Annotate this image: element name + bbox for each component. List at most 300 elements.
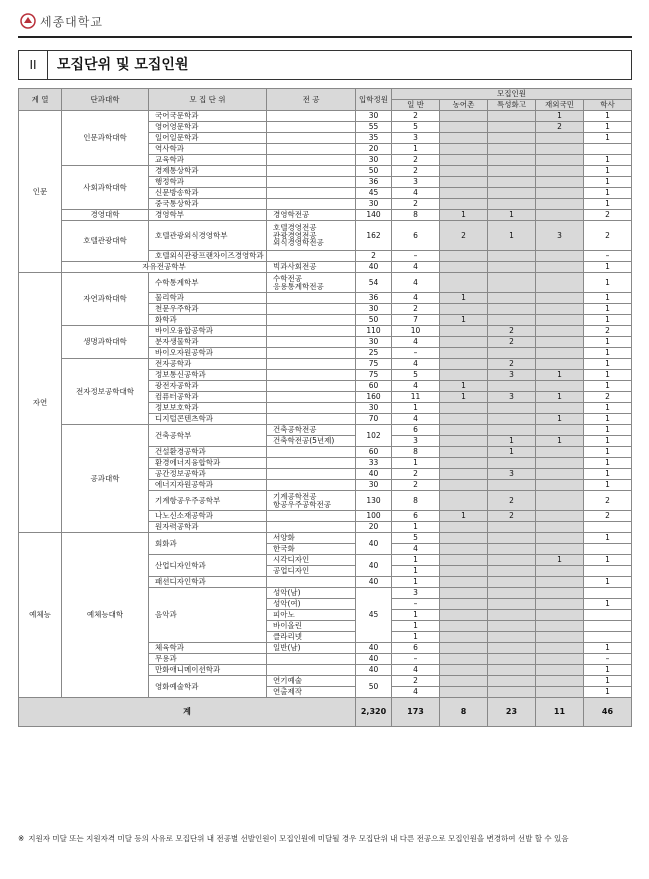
specialized-cell (488, 144, 536, 155)
bachelor-cell: 1 (584, 599, 632, 610)
general-cell: 4 (392, 188, 440, 199)
unit-cell: 컴퓨터공학과 (149, 392, 267, 403)
major-cell: 피아노 (267, 610, 356, 621)
bachelor-cell: 2 (584, 392, 632, 403)
total-farming: 8 (440, 698, 488, 727)
overseas-cell (536, 588, 584, 599)
general-cell: 1 (392, 403, 440, 414)
major-cell (267, 199, 356, 210)
overseas-cell (536, 326, 584, 337)
unit-cell: 건축공학부 (149, 425, 267, 447)
overseas-cell: 1 (536, 111, 584, 122)
bachelor-cell (584, 144, 632, 155)
farming-cell (440, 654, 488, 665)
farming-cell (440, 251, 488, 262)
specialized-cell (488, 188, 536, 199)
header-field: 계 열 (19, 89, 62, 111)
major-cell: 서양화 (267, 533, 356, 544)
specialized-cell (488, 348, 536, 359)
total-overseas: 11 (536, 698, 584, 727)
farming-cell (440, 133, 488, 144)
overseas-cell (536, 144, 584, 155)
overseas-cell: 1 (536, 370, 584, 381)
general-cell: 8 (392, 491, 440, 511)
general-cell: 1 (392, 522, 440, 533)
general-cell: 2 (392, 111, 440, 122)
farming-cell (440, 610, 488, 621)
specialized-cell (488, 544, 536, 555)
college-cell: 호텔관광대학 (62, 221, 149, 262)
college-cell: 사회과학대학 (62, 166, 149, 210)
farming-cell (440, 458, 488, 469)
quota-cell: 20 (356, 144, 392, 155)
farming-cell (440, 544, 488, 555)
university-name: 세종대학교 (40, 14, 103, 29)
farming-cell (440, 643, 488, 654)
header-general: 일 반 (392, 100, 440, 111)
table-row (19, 425, 632, 436)
unit-cell: 바이오융합공학과 (149, 326, 267, 337)
university-emblem-icon (20, 13, 36, 29)
farming-cell (440, 425, 488, 436)
general-cell: 4 (392, 687, 440, 698)
quota-cell: 75 (356, 359, 392, 370)
table-row (19, 273, 632, 293)
overseas-cell (536, 469, 584, 480)
major-cell: 호텔경영전공 관광경영전공 외식경영학전공 (267, 221, 356, 251)
quota-cell: 75 (356, 370, 392, 381)
farming-cell: 2 (440, 221, 488, 251)
overseas-cell (536, 348, 584, 359)
major-cell: 연출제작 (267, 687, 356, 698)
specialized-cell: 3 (488, 370, 536, 381)
farming-cell (440, 588, 488, 599)
general-cell: 4 (392, 544, 440, 555)
specialized-cell: 3 (488, 392, 536, 403)
general-cell: 1 (392, 566, 440, 577)
quota-cell: 35 (356, 133, 392, 144)
general-cell: 8 (392, 210, 440, 221)
overseas-cell (536, 654, 584, 665)
specialized-cell (488, 425, 536, 436)
unit-cell: 경제통상학과 (149, 166, 267, 177)
bachelor-cell: 1 (584, 199, 632, 210)
footnote (18, 832, 628, 845)
overseas-cell (536, 210, 584, 221)
farming-cell (440, 566, 488, 577)
bachelor-cell: – (584, 654, 632, 665)
unit-cell: 역사학과 (149, 144, 267, 155)
unit-cell: 바이오자원공학과 (149, 348, 267, 359)
major-cell (267, 315, 356, 326)
overseas-cell (536, 566, 584, 577)
major-cell (267, 381, 356, 392)
major-cell: 연기예술 (267, 676, 356, 687)
bachelor-cell (584, 544, 632, 555)
specialized-cell: 1 (488, 447, 536, 458)
general-cell: 6 (392, 221, 440, 251)
major-cell: 클라리넷 (267, 632, 356, 643)
general-cell: 3 (392, 588, 440, 599)
bachelor-cell: 1 (584, 262, 632, 273)
general-cell: 4 (392, 359, 440, 370)
general-cell: 6 (392, 511, 440, 522)
bachelor-cell: – (584, 251, 632, 262)
major-cell: 공업디자인 (267, 566, 356, 577)
farming-cell (440, 111, 488, 122)
unit-cell: 영화예술학과 (149, 676, 267, 698)
college-cell: 공과대학 (62, 425, 149, 533)
bachelor-cell (584, 588, 632, 599)
specialized-cell (488, 687, 536, 698)
overseas-cell: 1 (536, 436, 584, 447)
bachelor-cell: 1 (584, 304, 632, 315)
university-logo (20, 10, 103, 32)
unit-cell: 체육학과 (149, 643, 267, 654)
farming-cell: 1 (440, 511, 488, 522)
unit-cell: 전자공학과 (149, 359, 267, 370)
major-cell: 기계공학전공 항공우주공학전공 (267, 491, 356, 511)
table-row (19, 210, 632, 221)
farming-cell (440, 144, 488, 155)
major-cell (267, 326, 356, 337)
farming-cell: 1 (440, 315, 488, 326)
quota-cell: 40 (356, 654, 392, 665)
general-cell: 1 (392, 458, 440, 469)
general-cell: 4 (392, 337, 440, 348)
unit-cell: 중국통상학과 (149, 199, 267, 210)
major-cell (267, 251, 356, 262)
quota-cell: 40 (356, 262, 392, 273)
quota-cell: 40 (356, 643, 392, 654)
bachelor-cell: 1 (584, 447, 632, 458)
general-cell: 3 (392, 436, 440, 447)
general-cell: 4 (392, 665, 440, 676)
unit-cell: 환경에너지융합학과 (149, 458, 267, 469)
quota-cell: 54 (356, 273, 392, 293)
unit-cell: 광전자공학과 (149, 381, 267, 392)
quota-cell: 50 (356, 166, 392, 177)
overseas-cell (536, 599, 584, 610)
header-unit: 모 집 단 위 (149, 89, 267, 111)
quota-cell: 40 (356, 577, 392, 588)
quota-cell: 160 (356, 392, 392, 403)
major-cell: 건축공학전공 (267, 425, 356, 436)
field-cell: 인문 (19, 111, 62, 273)
major-cell (267, 469, 356, 480)
general-cell: 1 (392, 577, 440, 588)
overseas-cell (536, 544, 584, 555)
unit-cell: 패션디자인학과 (149, 577, 267, 588)
major-cell (267, 370, 356, 381)
major-cell (267, 111, 356, 122)
quota-cell: 20 (356, 522, 392, 533)
quota-cell: 2 (356, 251, 392, 262)
general-cell: 2 (392, 469, 440, 480)
major-cell (267, 337, 356, 348)
admission-quota-table (18, 88, 632, 727)
farming-cell (440, 533, 488, 544)
overseas-cell (536, 304, 584, 315)
header-specialized: 특성화고 (488, 100, 536, 111)
bachelor-cell: 1 (584, 188, 632, 199)
bachelor-cell: 1 (584, 293, 632, 304)
unit-cell: 기계항공우주공학부 (149, 491, 267, 511)
quota-cell: 162 (356, 221, 392, 251)
farming-cell (440, 199, 488, 210)
specialized-cell (488, 588, 536, 599)
unit-cell: 공간정보공학과 (149, 469, 267, 480)
unit-cell: 영어영문학과 (149, 122, 267, 133)
overseas-cell: 2 (536, 122, 584, 133)
bachelor-cell (584, 621, 632, 632)
bachelor-cell: 1 (584, 469, 632, 480)
farming-cell (440, 177, 488, 188)
table-row (19, 111, 632, 122)
college-cell: 자연과학대학 (62, 273, 149, 326)
major-cell (267, 511, 356, 522)
general-cell: 6 (392, 643, 440, 654)
general-cell: 4 (392, 381, 440, 392)
bachelor-cell (584, 632, 632, 643)
unit-cell: 음악과 (149, 588, 267, 643)
college-cell: 전자정보공학대학 (62, 359, 149, 425)
general-cell: 2 (392, 676, 440, 687)
bachelor-cell: 1 (584, 425, 632, 436)
bachelor-cell: 2 (584, 491, 632, 511)
quota-cell: 40 (356, 665, 392, 676)
farming-cell: 1 (440, 293, 488, 304)
general-cell: 2 (392, 480, 440, 491)
free-major-cell: 자유전공학부 (62, 262, 267, 273)
specialized-cell (488, 577, 536, 588)
general-cell: 2 (392, 166, 440, 177)
major-cell: 일반(남) (267, 643, 356, 654)
bachelor-cell (584, 522, 632, 533)
overseas-cell (536, 676, 584, 687)
specialized-cell: 2 (488, 337, 536, 348)
unit-cell: 천문우주학과 (149, 304, 267, 315)
farming-cell (440, 348, 488, 359)
specialized-cell (488, 414, 536, 425)
overseas-cell (536, 155, 584, 166)
specialized-cell: 2 (488, 511, 536, 522)
header-college: 단과대학 (62, 89, 149, 111)
farming-cell (440, 469, 488, 480)
quota-cell: 30 (356, 480, 392, 491)
major-cell (267, 577, 356, 588)
specialized-cell (488, 555, 536, 566)
general-cell: 4 (392, 262, 440, 273)
specialized-cell (488, 273, 536, 293)
bachelor-cell: 1 (584, 348, 632, 359)
major-cell: 건축학전공(5년제) (267, 436, 356, 447)
farming-cell (440, 273, 488, 293)
quota-cell: 110 (356, 326, 392, 337)
table-row (19, 359, 632, 370)
farming-cell (440, 599, 488, 610)
unit-cell: 정보보호학과 (149, 403, 267, 414)
specialized-cell (488, 665, 536, 676)
farming-cell (440, 632, 488, 643)
bachelor-cell: 1 (584, 480, 632, 491)
overseas-cell (536, 533, 584, 544)
specialized-cell (488, 381, 536, 392)
farming-cell (440, 403, 488, 414)
unit-cell: 만화애니메이션학과 (149, 665, 267, 676)
major-cell (267, 293, 356, 304)
farming-cell (440, 491, 488, 511)
quota-cell: 30 (356, 337, 392, 348)
specialized-cell: 2 (488, 491, 536, 511)
quota-cell: 36 (356, 177, 392, 188)
overseas-cell (536, 133, 584, 144)
specialized-cell (488, 599, 536, 610)
major-cell (267, 522, 356, 533)
major-cell: 빅과사회전공 (267, 262, 356, 273)
overseas-cell (536, 177, 584, 188)
farming-cell (440, 337, 488, 348)
quota-cell: 55 (356, 122, 392, 133)
table-row (19, 262, 632, 273)
college-cell: 경영대학 (62, 210, 149, 221)
unit-cell: 호텔외식관광프랜차이즈경영학과 (149, 251, 267, 262)
major-cell (267, 447, 356, 458)
specialized-cell (488, 166, 536, 177)
unit-cell: 에너지자원공학과 (149, 480, 267, 491)
specialized-cell (488, 654, 536, 665)
farming-cell (440, 304, 488, 315)
quota-cell: 70 (356, 414, 392, 425)
overseas-cell (536, 643, 584, 654)
quota-cell: 130 (356, 491, 392, 511)
farming-cell (440, 188, 488, 199)
footnote-text: 지원자 미달 또는 지원자격 미달 등의 사유로 모집단위 내 전공별 선발인원이 모집인원에 미달될 경우 모집단위 내 다른 전공으로 모집인원을 변경하여 선발 할 수 있음 (28, 834, 569, 843)
unit-cell: 수학통계학부 (149, 273, 267, 293)
total-specialized: 23 (488, 698, 536, 727)
quota-cell: 50 (356, 676, 392, 698)
unit-cell: 원자력공학과 (149, 522, 267, 533)
table-row (19, 221, 632, 251)
farming-cell (440, 522, 488, 533)
farming-cell (440, 676, 488, 687)
farming-cell (440, 414, 488, 425)
specialized-cell (488, 533, 536, 544)
overseas-cell (536, 447, 584, 458)
major-cell (267, 122, 356, 133)
table-row (19, 326, 632, 337)
overseas-cell: 3 (536, 221, 584, 251)
general-cell: 4 (392, 293, 440, 304)
major-cell (267, 414, 356, 425)
general-cell: 3 (392, 177, 440, 188)
general-cell: 1 (392, 144, 440, 155)
overseas-cell (536, 511, 584, 522)
overseas-cell (536, 262, 584, 273)
unit-cell: 디지털콘텐츠학과 (149, 414, 267, 425)
major-cell: 성악(남) (267, 588, 356, 599)
farming-cell (440, 155, 488, 166)
major-cell (267, 458, 356, 469)
farming-cell: 1 (440, 392, 488, 403)
farming-cell: 1 (440, 381, 488, 392)
unit-cell: 건설환경공학과 (149, 447, 267, 458)
unit-cell: 신문방송학과 (149, 188, 267, 199)
farming-cell (440, 555, 488, 566)
overseas-cell (536, 293, 584, 304)
major-cell: 한국화 (267, 544, 356, 555)
quota-cell: 30 (356, 199, 392, 210)
farming-cell (440, 480, 488, 491)
major-cell: 경영학전공 (267, 210, 356, 221)
quota-cell: 30 (356, 403, 392, 414)
specialized-cell (488, 632, 536, 643)
general-cell: 4 (392, 273, 440, 293)
overseas-cell (536, 166, 584, 177)
general-cell: – (392, 599, 440, 610)
overseas-cell (536, 359, 584, 370)
unit-cell: 산업디자인학과 (149, 555, 267, 577)
specialized-cell: 2 (488, 359, 536, 370)
bachelor-cell: 2 (584, 210, 632, 221)
farming-cell (440, 262, 488, 273)
quota-cell: 140 (356, 210, 392, 221)
quota-cell: 102 (356, 425, 392, 447)
farming-cell (440, 326, 488, 337)
specialized-cell (488, 315, 536, 326)
total-label: 계 (19, 698, 356, 727)
major-cell (267, 359, 356, 370)
farming-cell (440, 370, 488, 381)
bachelor-cell: 1 (584, 577, 632, 588)
bachelor-cell: 1 (584, 166, 632, 177)
major-cell (267, 392, 356, 403)
unit-cell: 호텔관광외식경영학부 (149, 221, 267, 251)
bachelor-cell: 1 (584, 643, 632, 654)
general-cell: 1 (392, 621, 440, 632)
bachelor-cell: 2 (584, 326, 632, 337)
major-cell: 수학전공 응용통계학전공 (267, 273, 356, 293)
overseas-cell: 1 (536, 392, 584, 403)
bachelor-cell (584, 566, 632, 577)
bachelor-cell: 1 (584, 381, 632, 392)
section-title-box (18, 50, 632, 80)
general-cell: 5 (392, 533, 440, 544)
specialized-cell (488, 293, 536, 304)
general-cell: 5 (392, 122, 440, 133)
major-cell (267, 665, 356, 676)
quota-cell: 30 (356, 304, 392, 315)
major-cell (267, 166, 356, 177)
quota-cell: 33 (356, 458, 392, 469)
quota-cell: 36 (356, 293, 392, 304)
specialized-cell (488, 177, 536, 188)
overseas-cell (536, 381, 584, 392)
specialized-cell (488, 111, 536, 122)
college-cell: 인문과학대학 (62, 111, 149, 166)
unit-cell: 분자생물학과 (149, 337, 267, 348)
farming-cell (440, 687, 488, 698)
overseas-cell (536, 273, 584, 293)
unit-cell: 회화과 (149, 533, 267, 555)
specialized-cell (488, 251, 536, 262)
overseas-cell (536, 632, 584, 643)
table-row (19, 533, 632, 544)
quota-cell: 45 (356, 588, 392, 643)
specialized-cell (488, 403, 536, 414)
overseas-cell (536, 458, 584, 469)
specialized-cell (488, 610, 536, 621)
